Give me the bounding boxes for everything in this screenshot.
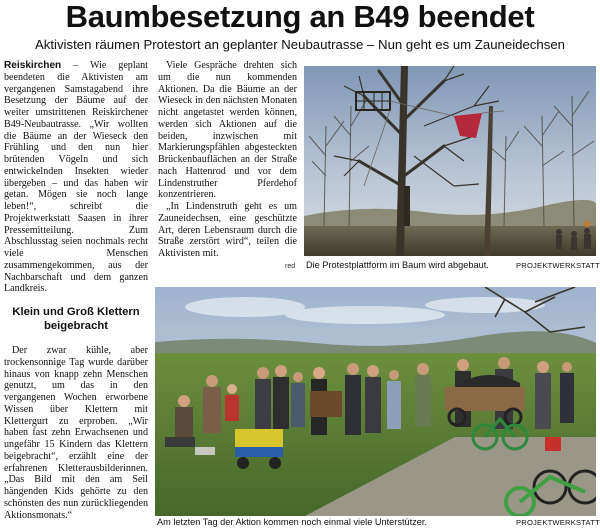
section-heading: Klein und Groß Klettern beigebracht: [12, 306, 140, 332]
article-column-1: [4, 60, 148, 295]
article-subheadline: Aktivisten räumen Protestort an geplanter Neubautrasse – Nun geht es um Zauneidechsen: [34, 37, 565, 52]
intro-text: – Wie geplant beendeten die Aktivisten am vergangenen Samstagabend ihre Besetzung der Bäume auf der weiter umstrittenen Reiskirchener B49-Neubautrasse. „Wir wollten die Bäume an der Wieseck den Frühling und den nun hier brütenden Vögeln und sich entwickelnden Insekten wieder übergeben – und das haben wir getan. Mögen sie noch lange leben!“, schreibt die Projektwerkstatt Saasen in ihrer Pressemitteilung. Zum Abschlusstag seien nochmals recht viele Menschen zusammengekommen, aus der Nachbarschaft und dem ganzen Landkreis.: [4, 60, 148, 295]
supporters-photo: [155, 287, 596, 516]
tree-platform-photo: [304, 66, 596, 256]
article-column-2: [158, 60, 297, 260]
dateline: Reiskirchen: [4, 60, 62, 71]
intro-paragraph: [4, 60, 148, 295]
photo-caption-1: Die Protestplattform im Baum wird abgebaut.: [306, 260, 489, 270]
paragraph-climbing: Der zwar kühle, aber trockensonnige Tag wurde darüber hinaus von knapp zehn Menschen genutzt, um das in den vergangenen Wochen erworbene Wissen über Klettern mit Klettergurt zu erproben. „Wir haben fast zehn Erwachsenen und ungefähr 15 Kindern das Klettern beigebracht“, erzählt eine der erfahrenen Kletterausbilderinnen. „Das Bild mit den am Seil hängenden Kids gehörte zu den schönsten des nun zurückliegenden Aktionsmonats.“: [4, 345, 148, 521]
author-tag: red: [285, 263, 296, 270]
tree-platform-illustration: [304, 66, 596, 256]
article-column-3: [4, 345, 148, 521]
article-headline: Baumbesetzung an B49 beendet: [65, 0, 535, 34]
paragraph-lizards: „In Lindenstruth geht es um Zauneidechsen, eine geschützte Art, deren Lebensraum durch die Straße zerstört wird“, teilen die Aktivisten mit.: [158, 201, 297, 259]
paragraph-actions: Viele Gespräche drehten sich um die nun kommenden Aktionen. Da die Bäume an der Wieseck in den nächsten Monaten nicht angetastet werden können, werden sich Aktionen auf die beiden, inzwischen mit Markierungspfählen abgesteckten Brückenbauflächen an der Straße nach Hattenrod und vor dem Lindenstruther Pferdehof konzentrieren.: [158, 60, 297, 201]
photo-credit-2: PROJEKTWERKSTATT: [516, 518, 600, 527]
photo-credit-1: PROJEKTWERKSTATT: [516, 261, 600, 270]
photo-caption-2: Am letzten Tag der Aktion kommen noch einmal viele Unterstützer.: [157, 517, 427, 527]
supporters-illustration: [155, 287, 596, 516]
